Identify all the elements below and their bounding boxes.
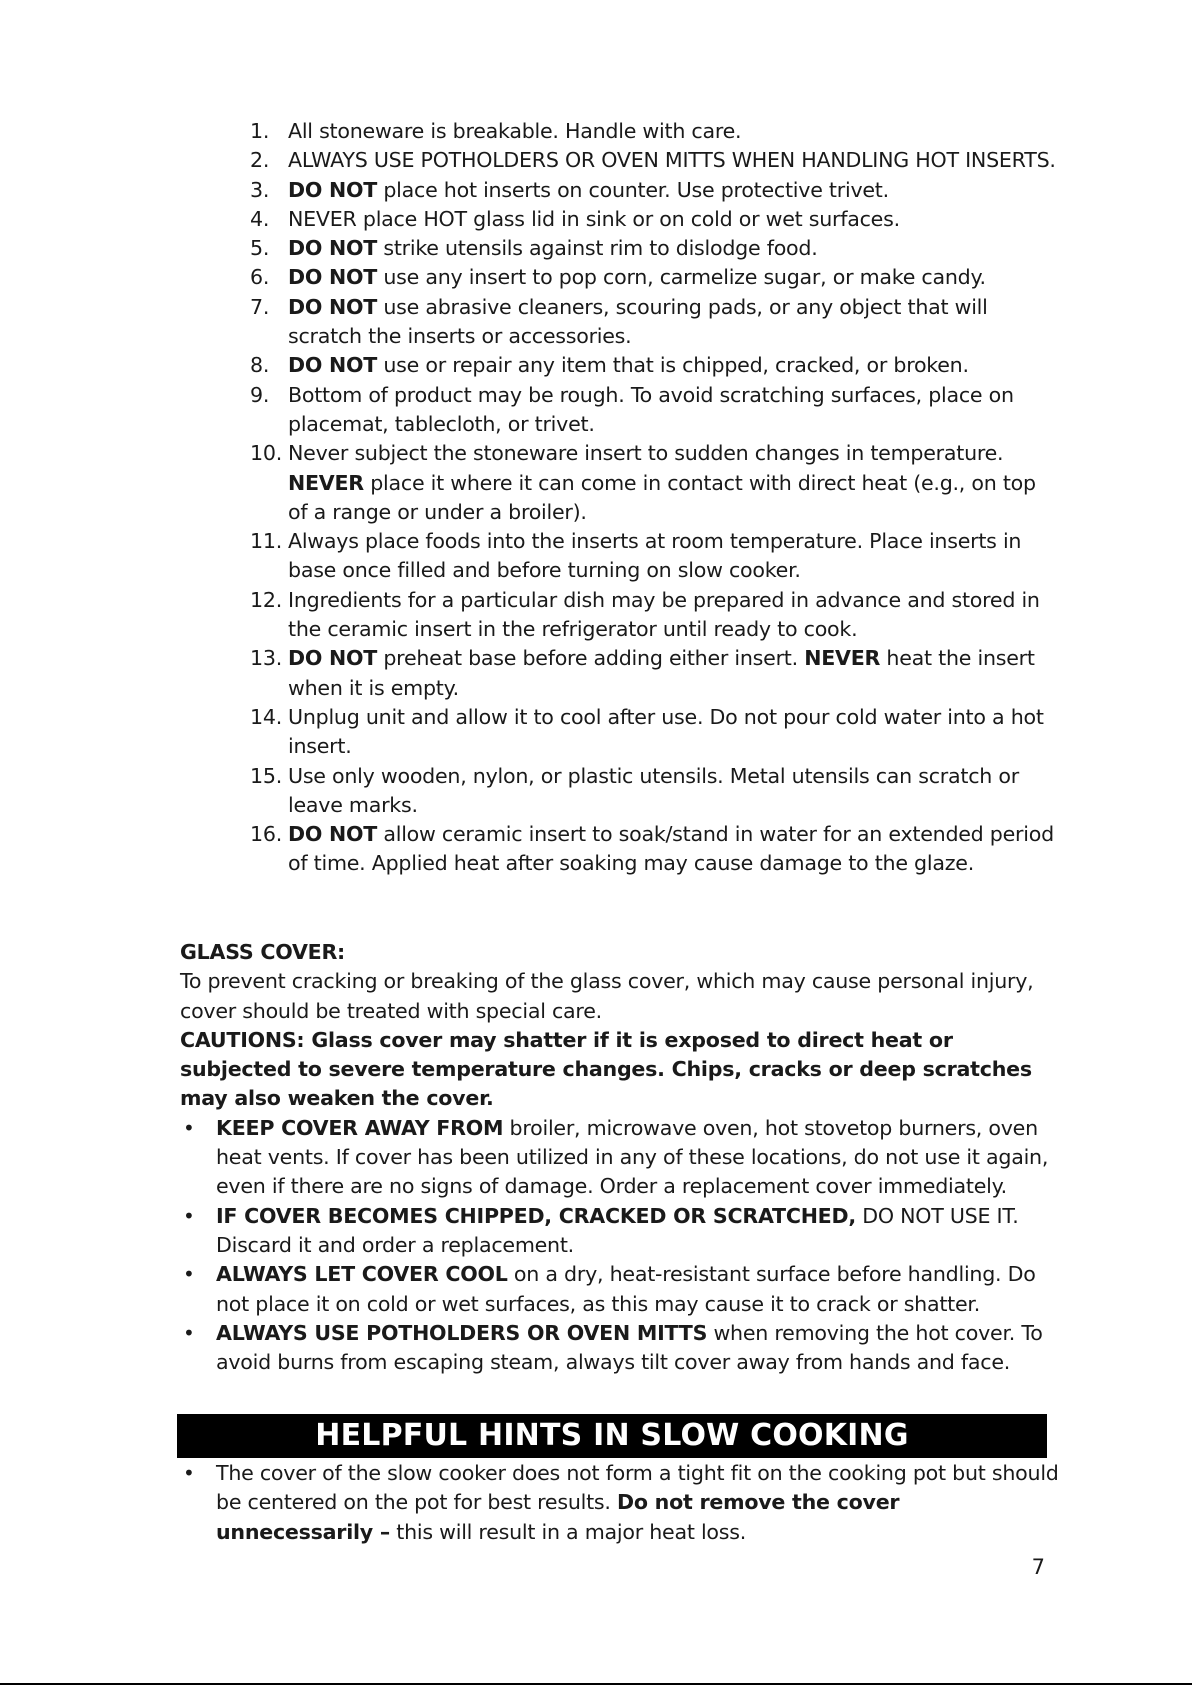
list-item-number: 2. bbox=[250, 148, 270, 173]
bullet-icon: • bbox=[183, 1262, 195, 1287]
list-item bbox=[250, 263, 1060, 292]
body-text: allow ceramic insert to soak/stand in water for an extended period of time. Applied heat after soaking may cause damage to the glaze. bbox=[288, 822, 1054, 876]
body-text: place it where it can come in contact with direct heat (e.g., on top of a range or under a broiler). bbox=[288, 470, 1036, 524]
list-item-number: 14. bbox=[250, 704, 283, 729]
list-item-number: 5. bbox=[250, 236, 270, 261]
body-text: use or repair any item that is chipped, cracked, or broken. bbox=[377, 353, 969, 378]
bullet-icon: • bbox=[183, 1461, 195, 1485]
list-item bbox=[250, 381, 1060, 440]
list-item-number: 4. bbox=[250, 206, 270, 231]
bullet-item bbox=[180, 1114, 1060, 1202]
list-item bbox=[250, 527, 1060, 586]
helpful-hints-banner: HELPFUL HINTS IN SLOW COOKING bbox=[177, 1414, 1047, 1458]
list-item bbox=[250, 644, 1060, 703]
body-text: heat the insert when it is empty. bbox=[288, 646, 1035, 700]
glass-cover-intro: To prevent cracking or breaking of the glass cover, which may cause personal injury, cover should be treated with special care. bbox=[180, 969, 1034, 1023]
emphasis-text: DO NOT bbox=[288, 236, 378, 261]
body-text: Unplug unit and allow it to cool after use. Do not pour cold water into a hot insert. bbox=[288, 704, 1044, 759]
list-item bbox=[250, 205, 1060, 234]
emphasis-text: KEEP COVER AWAY FROM bbox=[216, 1115, 504, 1140]
list-item-number: 15. bbox=[250, 763, 283, 788]
emphasis-text: ALWAYS USE POTHOLDERS OR OVEN MITTS bbox=[216, 1320, 708, 1345]
list-item-number: 13. bbox=[250, 646, 283, 671]
body-text: Ingredients for a particular dish may be prepared in advance and stored in the ceramic insert in the refrigerator until ready to cook. bbox=[288, 587, 1040, 642]
bullet-icon: • bbox=[183, 1320, 195, 1345]
glass-cover-bullets bbox=[180, 1114, 1060, 1378]
body-text: use abrasive cleaners, scouring pads, or any object that will scratch the inserts or accessories. bbox=[288, 294, 988, 349]
list-item bbox=[250, 293, 1060, 352]
glass-cover-heading: GLASS COVER: bbox=[180, 940, 346, 964]
emphasis-text: DO NOT bbox=[288, 177, 378, 202]
bullet-item bbox=[180, 1319, 1060, 1378]
emphasis-text: DO NOT bbox=[288, 353, 378, 378]
list-item bbox=[250, 439, 1060, 527]
list-item bbox=[250, 176, 1060, 205]
body-text: place hot inserts on counter. Use protective trivet. bbox=[377, 177, 889, 202]
list-item bbox=[250, 586, 1060, 645]
glass-cover-section bbox=[180, 938, 1060, 1377]
body-text: use any insert to pop corn, carmelize sugar, or make candy. bbox=[377, 265, 986, 290]
list-item bbox=[250, 762, 1060, 821]
body-text: this will result in a major heat loss. bbox=[389, 1519, 747, 1544]
list-item-number: 8. bbox=[250, 353, 270, 378]
list-item-number: 1. bbox=[250, 119, 270, 143]
body-text: DO NOT USE IT. Discard it and order a replacement. bbox=[216, 1203, 1019, 1257]
list-item-number: 3. bbox=[250, 177, 270, 202]
emphasis-text: DO NOT bbox=[288, 265, 378, 290]
list-item-number: 9. bbox=[250, 382, 270, 407]
body-text: Use only wooden, nylon, or plastic utensils. Metal utensils can scratch or leave marks. bbox=[288, 763, 1019, 817]
list-item bbox=[250, 234, 1060, 263]
page-number: 7 bbox=[1031, 1555, 1045, 1579]
bullet-item bbox=[180, 1459, 1060, 1547]
bullet-item bbox=[180, 1202, 1060, 1261]
list-item bbox=[250, 820, 1060, 879]
list-item bbox=[250, 117, 1060, 146]
helpful-hints-section bbox=[180, 1459, 1060, 1547]
list-item bbox=[250, 351, 1060, 380]
body-text: Never subject the stoneware insert to sudden changes in temperature. bbox=[288, 441, 1004, 466]
emphasis-text: IF COVER BECOMES CHIPPED, CRACKED OR SCRATCHED, bbox=[216, 1203, 856, 1228]
care-instructions-list bbox=[250, 117, 1060, 879]
list-item-number: 6. bbox=[250, 265, 270, 290]
body-text: Bottom of product may be rough. To avoid scratching surfaces, place on placemat, tablecloth, or trivet. bbox=[288, 382, 1014, 436]
body-text: preheat base before adding either insert. bbox=[377, 646, 805, 671]
emphasis-text: DO NOT bbox=[288, 294, 378, 319]
helpful-hints-bullets bbox=[180, 1459, 1060, 1547]
body-text: on a dry, heat-resistant surface before handling. Do not place it on cold or wet surfaces, as this may cause it to crack or shatter. bbox=[216, 1262, 1036, 1316]
list-item bbox=[250, 703, 1060, 762]
list-item-number: 16. bbox=[250, 822, 283, 847]
bullet-item bbox=[180, 1260, 1060, 1319]
emphasis-text: ALWAYS LET COVER COOL bbox=[216, 1262, 508, 1287]
body-text: Always place foods into the inserts at room temperature. Place inserts in base once filled and before turning on slow cooker. bbox=[288, 529, 1022, 583]
list-item-number: 12. bbox=[250, 587, 283, 612]
list-item-number: 10. bbox=[250, 441, 283, 466]
body-text: strike utensils against rim to dislodge food. bbox=[377, 236, 818, 261]
bullet-icon: • bbox=[183, 1115, 195, 1140]
body-text: broiler, microwave oven, hot stovetop burners, oven heat vents. If cover has been utilized in any of these locations, do not use it again, even if there are no signs of damage. Order a replacement cover immediately. bbox=[216, 1115, 1049, 1199]
list-item bbox=[250, 146, 1060, 175]
body-text: when removing the hot cover. To avoid burns from escaping steam, always tilt cover away from hands and face. bbox=[216, 1320, 1043, 1375]
emphasis-text: DO NOT bbox=[288, 822, 378, 847]
glass-cover-cautions: CAUTIONS: Glass cover may shatter if it is exposed to direct heat or subjected to severe temperature changes. Chips, cracks or deep scratches may also weaken the cover. bbox=[180, 1027, 1032, 1111]
body-text: NEVER place HOT glass lid in sink or on cold or wet surfaces. bbox=[288, 206, 900, 231]
bullet-icon: • bbox=[183, 1203, 195, 1228]
emphasis-text: DO NOT bbox=[288, 646, 378, 671]
body-text: ALWAYS USE POTHOLDERS OR OVEN MITTS WHEN HANDLING HOT INSERTS. bbox=[288, 148, 1056, 173]
body-text: The cover of the slow cooker does not form a tight fit on the cooking pot but should be centered on the pot for best results. bbox=[216, 1461, 1059, 1515]
emphasis-text: NEVER bbox=[804, 646, 881, 671]
list-item-number: 7. bbox=[250, 294, 270, 319]
emphasis-text: Do not remove the cover unnecessarily – bbox=[216, 1490, 900, 1544]
emphasis-text: NEVER bbox=[288, 470, 364, 495]
body-text: All stoneware is breakable. Handle with care. bbox=[288, 119, 742, 143]
list-item-number: 11. bbox=[250, 529, 283, 554]
